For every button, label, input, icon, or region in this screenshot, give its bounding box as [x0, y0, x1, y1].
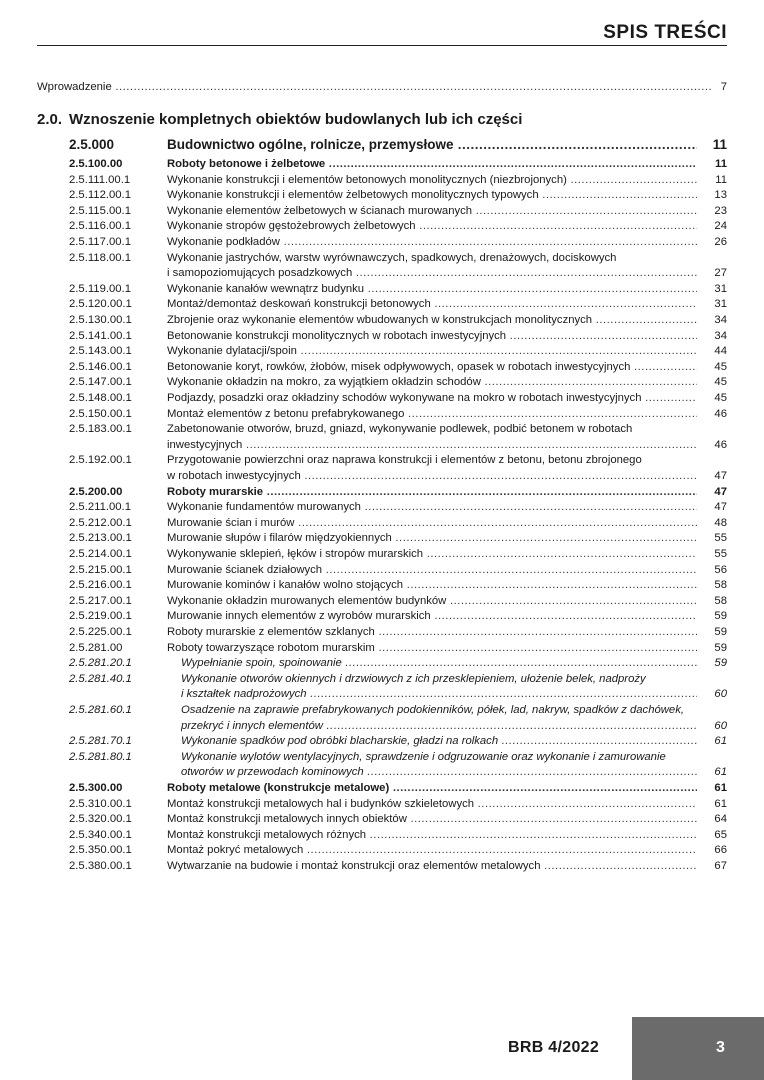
toc-entry-page: 47	[714, 469, 727, 482]
toc-entry-title: Przygotowanie powierzchni oraz naprawa konstrukcji i elementów z betonu, betonu zbrojonego	[167, 454, 642, 467]
toc-entry	[69, 843, 727, 859]
toc-entry-page: 59	[714, 626, 727, 638]
toc-section-title: Wznoszenie kompletnych obiektów budowlanych lub ich części	[69, 111, 523, 128]
toc-entry-title: Roboty betonowe i żelbetowe .....	[167, 158, 697, 170]
toc-entry	[69, 173, 727, 189]
toc-entry-title: Wykonanie fundamentów murowanych .....	[167, 501, 697, 513]
toc-entry-page: 61	[714, 782, 727, 794]
toc-entry-code: 2.5.281.60.1	[69, 704, 132, 716]
toc-entry-code: 2.5.100.00	[69, 158, 123, 170]
toc-entry-code: 2.5.130.00.1	[69, 314, 132, 326]
toc-entry	[69, 422, 727, 453]
toc-entry-title: i kształtek nadprożowych .....	[181, 688, 697, 700]
toc-entry-page: 47	[714, 501, 727, 514]
toc-entry-code: 2.5.380.00.1	[69, 860, 132, 872]
toc-entry-page: 34	[714, 329, 727, 342]
toc-entry	[69, 656, 727, 672]
toc-entry-page: 31	[714, 298, 727, 311]
toc-entry-page: 55	[714, 548, 727, 560]
toc-entry-title: otworów w przewodach kominowych .....	[181, 766, 697, 778]
toc-entry	[69, 375, 727, 391]
toc-entry-code: 2.5.192.00.1	[69, 454, 132, 467]
toc-entry-code: 2.5.300.00	[69, 782, 123, 794]
toc-entry-title: Roboty murarskie z elementów szklanych .....	[167, 626, 697, 638]
toc-entry-title: Wykonanie otworów okiennych i drzwiowych z ich przesklepieniem, ułożenie belek, nadproży	[181, 672, 646, 685]
toc-entry-page: 31	[714, 282, 727, 295]
toc-entry-code: 2.5.340.00.1	[69, 828, 132, 841]
toc-entry	[69, 859, 727, 875]
toc-entry	[69, 750, 727, 781]
toc-entry-title: Wykonanie wylotów wentylacyjnych, sprawdzenie i odgruzowanie oraz wykonanie i zamurowanie	[181, 750, 666, 763]
toc-entry-code: 2.5.217.00.1	[69, 594, 132, 607]
toc-entry	[69, 282, 727, 298]
toc-entry-code: 2.5.281.40.1	[69, 672, 132, 685]
toc-entry	[69, 625, 727, 641]
toc-entry-page: 58	[714, 579, 727, 592]
toc-entry	[69, 578, 727, 594]
toc-entry	[69, 313, 727, 329]
toc-entry-code: 2.5.216.00.1	[69, 579, 132, 592]
toc-entry-page: 60	[714, 688, 727, 701]
toc-entry-title: Roboty metalowe (konstrukcje metalowe) .....	[167, 782, 697, 794]
toc-entry	[69, 641, 727, 657]
toc-entry-code: 2.5.150.00.1	[69, 407, 132, 420]
toc-entry-title: Wykonanie spadków pod obróbki blacharskie, gładzi na rolkach .....	[181, 735, 697, 747]
toc-entry-title: Montaż pokryć metalowych .....	[167, 844, 697, 856]
toc-entry-title: Wykonanie elementów żelbetowych w ścianach murowanych .....	[167, 205, 697, 217]
toc-entry-title: Betonowanie konstrukcji monolitycznych w robotach inwestycyjnych .....	[167, 330, 697, 342]
toc-entry-code: 2.5.225.00.1	[69, 626, 132, 638]
toc-entry-page: 11	[712, 137, 727, 152]
toc-entry-title: Montaż konstrukcji metalowych innych obiektów .....	[167, 813, 697, 825]
toc-entry-code: 2.5.281.00	[69, 641, 123, 654]
toc-entry-title: przekryć i innych elementów .....	[181, 720, 697, 732]
toc-entry-title: Wykonanie stropów gęstożebrowych żelbetowych .....	[167, 220, 697, 232]
toc-entry-page: 23	[714, 204, 727, 217]
toc-entry-page: 45	[714, 392, 727, 404]
toc-entry-page: 59	[714, 610, 727, 623]
toc-entry-title: Wykonywanie sklepień, łęków i stropów murarskich .....	[167, 548, 697, 560]
toc-entry-title: Wykonanie podkładów .....	[167, 236, 697, 248]
toc-entry-page: 55	[714, 532, 727, 545]
toc-entry-title: Montaż/demontaż deskowań konstrukcji betonowych .....	[167, 298, 697, 310]
toc-entry-code: 2.5.200.00	[69, 485, 123, 498]
toc-entry-title: Budownictwo ogólne, rolnicze, przemysłowe .....	[167, 137, 697, 152]
toc-intro	[37, 80, 727, 95]
toc-entry-title: Roboty murarskie .....	[167, 486, 697, 498]
toc-entry	[69, 344, 727, 360]
toc-entry-code: 2.5.120.00.1	[69, 298, 132, 311]
toc-entry-code: 2.5.320.00.1	[69, 813, 132, 826]
toc-entry-code: 2.5.000	[69, 137, 115, 152]
toc-entry-page: 56	[714, 563, 727, 576]
toc-entry	[69, 516, 727, 532]
toc-entry-title: Zabetonowanie otworów, bruzd, gniazd, wykonywanie podlewek, podbić betonem w robotach	[167, 423, 633, 436]
toc-entry-page: 59	[714, 657, 727, 670]
toc-entry-page: 60	[714, 719, 727, 732]
toc-entry-page: 11	[715, 158, 727, 170]
toc-entry-page: 45	[714, 360, 727, 373]
toc-entry-title: Montaż konstrukcji metalowych hal i budynków szkieletowych .....	[167, 798, 697, 810]
page-header-title: SPIS TREŚCI	[603, 22, 727, 43]
toc-entry-code: 2.5.147.00.1	[69, 376, 132, 389]
toc-entry	[69, 594, 727, 610]
toc-entry-page: 58	[714, 594, 727, 607]
toc-entry-page: 44	[714, 345, 727, 358]
toc-entry-page: 66	[714, 844, 727, 857]
toc-entry-code: 2.5.214.00.1	[69, 548, 132, 560]
toc-entry-code: 2.5.146.00.1	[69, 360, 132, 373]
toc-entry-code: 2.5.118.00.1	[69, 251, 131, 264]
toc-entry-title: Wykonanie okładzin na mokro, za wyjątkiem okładzin schodów .....	[167, 376, 697, 388]
toc-entry	[69, 797, 727, 813]
toc-entry-code: 2.5.112.00.1	[69, 189, 131, 202]
toc-entry-code: 2.5.215.00.1	[69, 563, 132, 576]
toc-section-heading	[37, 111, 727, 129]
toc-entry	[69, 157, 727, 173]
toc-entry-code: 2.5.183.00.1	[69, 423, 132, 436]
toc-entry-title: Murowanie słupów i filarów międzyokiennych .....	[167, 532, 697, 544]
toc-entry-code: 2.5.281.20.1	[69, 657, 132, 670]
toc-intro-title: Wprowadzenie .....	[37, 81, 712, 93]
toc-entry-code: 2.5.212.00.1	[69, 516, 132, 529]
footer-page-number: 3	[716, 1039, 725, 1056]
toc-entry	[69, 297, 727, 313]
toc-entry	[69, 329, 727, 345]
toc-entry-code: 2.5.115.00.1	[69, 204, 131, 217]
toc-entry	[69, 360, 727, 376]
toc-entry-page: 11	[715, 173, 727, 186]
toc-entry-page: 13	[714, 189, 727, 202]
toc-entry-title: Murowanie innych elementów z wyrobów murarskich .....	[167, 610, 697, 622]
toc-entry-page: 61	[714, 766, 727, 779]
toc-entry	[69, 235, 727, 251]
toc-entry-title: Montaż elementów z betonu prefabrykowanego .....	[167, 408, 697, 420]
toc-entry-code: 2.5.111.00.1	[69, 173, 131, 186]
toc-entry-code: 2.5.143.00.1	[69, 345, 132, 358]
toc-entry	[69, 391, 727, 407]
toc-entry-code: 2.5.119.00.1	[69, 282, 131, 295]
toc-entry-page: 24	[714, 220, 727, 233]
footer-publication: BRB 4/2022	[508, 1039, 600, 1056]
toc-entry-title: Podjazdy, posadzki oraz okładziny schodów wykonywane na mokro w robotach inwestycyjnych .....	[167, 392, 697, 404]
toc-entry	[69, 531, 727, 547]
toc-entry-title: Wykonanie kanałów wewnątrz budynku .....	[167, 283, 697, 295]
toc-entry-title: Murowanie ścian i murów .....	[167, 517, 697, 529]
toc-entry-title: Zbrojenie oraz wykonanie elementów wbudowanych w konstrukcjach monolitycznych .....	[167, 314, 697, 326]
toc-entry-code: 2.5.310.00.1	[69, 797, 132, 810]
toc-entry-title: Wytwarzanie na budowie i montaż konstrukcji oraz elementów metalowych .....	[167, 860, 697, 872]
toc-entry-title: inwestycyjnych .....	[167, 439, 697, 451]
toc-entry	[69, 251, 727, 282]
toc-entry-title: Wykonanie okładzin murowanych elementów budynków .....	[167, 595, 697, 607]
toc-entry	[69, 136, 727, 154]
toc-entry-page: 61	[714, 735, 727, 748]
toc-entry	[69, 734, 727, 750]
toc-entry-page: 34	[714, 314, 727, 326]
toc-entry-title: Wykonanie konstrukcji i elementów betonowych monolitycznych (niezbrojonych) .....	[167, 174, 697, 186]
toc-entry-code: 2.5.117.00.1	[69, 236, 131, 248]
toc-entry-page: 45	[714, 376, 727, 389]
toc-entry-code: 2.5.281.80.1	[69, 750, 132, 763]
toc-entry-page: 59	[714, 641, 727, 654]
toc-entry	[69, 781, 727, 797]
toc-entry	[69, 812, 727, 828]
toc-entry-title: Wypełnianie spoin, spoinowanie .....	[181, 657, 697, 669]
toc-entry	[69, 219, 727, 235]
toc-entry	[69, 407, 727, 423]
toc-entry-title: w robotach inwestycyjnych .....	[167, 470, 697, 482]
toc-entry	[69, 500, 727, 516]
toc-entry-title: Osadzenie na zaprawie prefabrykowanych podokienników, półek, lad, nakryw, spadków z dachówek,	[181, 704, 684, 716]
toc-entry	[69, 828, 727, 844]
header-rule	[37, 45, 727, 46]
toc-entry-title: Wykonanie jastrychów, warstw wyrównawczych, spadkowych, drenażowych, dociskowych	[167, 251, 617, 264]
toc-entry-code: 2.5.219.00.1	[69, 610, 132, 623]
footer-page-tab	[632, 1017, 764, 1080]
toc-entry-title: i samopoziomujących posadzkowych .....	[167, 267, 697, 279]
toc-entry-code: 2.5.211.00.1	[69, 501, 131, 514]
toc-entry-page: 47	[714, 485, 727, 498]
toc-entry	[69, 453, 727, 484]
toc-entry	[69, 672, 727, 703]
toc-entry-code: 2.5.116.00.1	[69, 220, 131, 233]
toc-entry-title: Wykonanie konstrukcji i elementów żelbetowych monolitycznych typowych .....	[167, 189, 697, 201]
toc-entry-title: Betonowanie koryt, rowków, żłobów, misek odpływowych, opasek w robotach inwestycyjnych .....	[167, 361, 697, 373]
toc-entry-page: 26	[714, 236, 727, 248]
toc-entry	[69, 547, 727, 563]
toc-entry-page: 48	[714, 516, 727, 529]
toc-entry-page: 46	[714, 438, 727, 451]
toc-entry-page: 67	[714, 860, 727, 872]
toc-entry	[69, 204, 727, 220]
toc-entry-code: 2.5.281.70.1	[69, 735, 132, 748]
toc-entry-code: 2.5.213.00.1	[69, 532, 132, 545]
toc-entry-page: 65	[714, 828, 727, 841]
toc-entry	[69, 563, 727, 579]
toc-entry-title: Murowanie ścianek działowych .....	[167, 564, 697, 576]
toc-entry	[69, 703, 727, 734]
toc-intro-page: 7	[720, 81, 727, 93]
toc-entry-page: 46	[714, 407, 727, 420]
toc-entry-code: 2.5.141.00.1	[69, 329, 132, 342]
toc-entry-title: Roboty towarzyszące robotom murarskim .....	[167, 642, 697, 654]
toc-entry-code: 2.5.350.00.1	[69, 844, 132, 857]
toc-entry-page: 64	[714, 813, 727, 826]
toc-entry	[69, 485, 727, 501]
toc-entry	[69, 609, 727, 625]
toc-entry-title: Murowanie kominów i kanałów wolno stojących .....	[167, 579, 697, 591]
toc-entry-page: 27	[714, 267, 727, 280]
toc-entry-title: Wykonanie dylatacji/spoin .....	[167, 345, 697, 357]
toc-entry-page: 61	[714, 797, 727, 810]
toc-entry-code: 2.5.148.00.1	[69, 392, 132, 404]
toc-section-code: 2.0.	[37, 111, 63, 128]
toc-entry-title: Montaż konstrukcji metalowych różnych .....	[167, 829, 697, 841]
toc-entry	[69, 188, 727, 204]
